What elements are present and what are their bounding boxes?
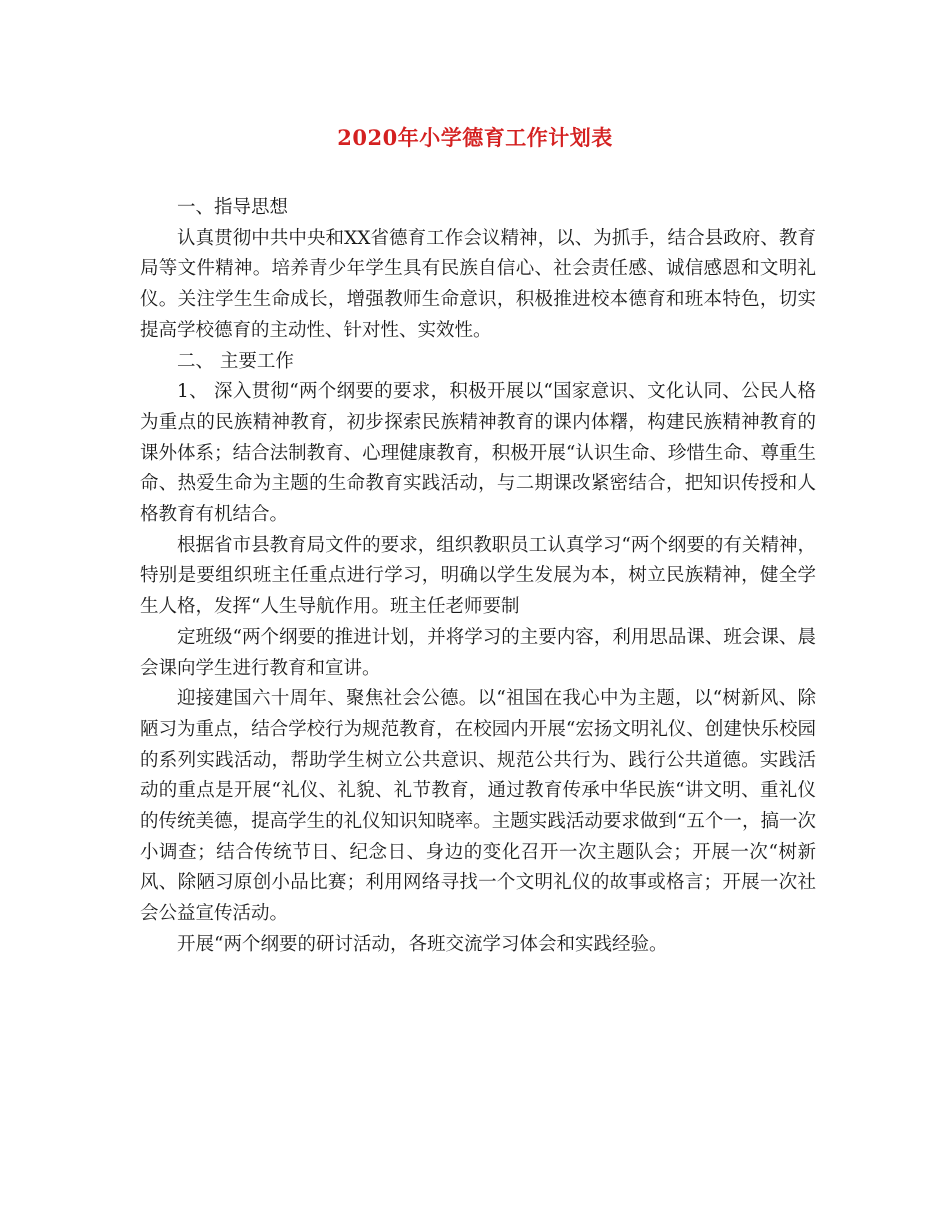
paragraph: 开展“两个纲要的研讨活动，各班交流学习体会和实践经验。 [177,933,668,955]
paragraph: 定班级“两个纲要的推进计划，并将学习的主要内容，利用思品课、班会课、晨会课向学生进行教育和宣讲。 [140,626,816,679]
document-body [140,193,816,961]
paragraph: 认真贯彻中共中央和XX省德育工作会议精神，以、为抓手，结合县政府、教育局等文件精神。培养青少年学生具有民族自信心、社会责任感、诚信感恩和文明礼仪。关注学生生命成长，增强教师生命意识，积极推进校本德育和班本特色，切实提高学校德育的主动性、针对性、实效性。 [140,227,816,341]
heading-guiding-ideology: 一、指导思想 [177,197,289,218]
heading-main-work: 二、 主要工作 [177,350,294,372]
paragraph: 1、 深入贯彻“两个纲要的要求，积极开展以“国家意识、文化认同、公民人格为重点的民族精神教育，初步探索民族精神教育的课内体糬，构建民族精神教育的课外体系；结合法制教育、心理健康教育，积极开展“认识生命、珍惜生命、尊重生命、热爱生命为主题的生命教育实践活动，与二期课改紧密结合，把知识传授和人格教育有机结合。 [140,381,816,526]
page-title: 2020年小学德育工作计划表 [337,125,613,150]
paragraph: 根据省市县教育局文件的要求，组织教职员工认真学习“两个纲要的有关精神，特别是要组织班主任重点进行学习，明确以学生发展为本，树立民族精神，健全学生人格，发挥“人生导航作用。班主任老师要制 [140,534,816,618]
paragraph: 迎接建国六十周年、聚焦社会公德。以“祖国在我心中为主题，以“树新风、除陋习为重点，结合学校行为规范教育，在校园内开展“宏扬文明礼仪、创建快乐校园的系列实践活动，帮助学生树立公共意识、规范公共行为、践行公共道德。实践活动的重点是开展“礼仪、礼貌、礼节教育，通过教育传承中华民族“讲文明、重礼仪的传统美德，提高学生的礼仪知识知晓率。主题实践活动要求做到“五个一，搞一次小调查；结合传统节日、纪念日、身边的变化召开一次主题队会；开展一次“树新风、除陋习原创小品比赛；利用网络寻找一个文明礼仪的故事或格言；开展一次社会公益宣传活动。 [140,688,816,925]
